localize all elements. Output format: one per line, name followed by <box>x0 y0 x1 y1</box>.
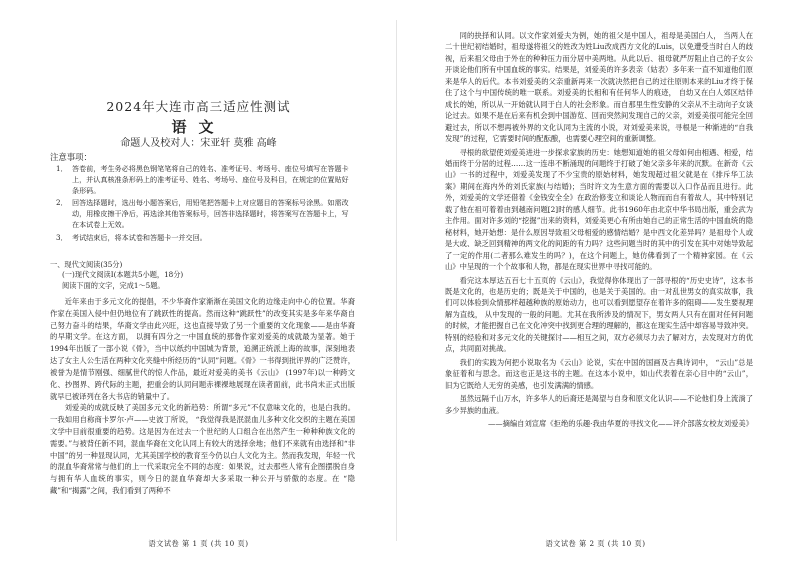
exam-title: 2024年大连市高三适应性测试 <box>106 99 291 114</box>
note-number: 1． <box>56 164 68 173</box>
note-item <box>50 164 355 196</box>
passage-paragraph: 我们的实践为何把小说取名为《云山》论说，实在中国的国画及古典诗词中， “云山”总是象征着和与思念。而这也正是这书的主题。在这本小说中，如山代表着在亲心目中的“云山”， 旧为它既给人无穷的美感，也引发满满的情感。 <box>445 357 753 390</box>
section-heading: 一、现代文阅读(35分) <box>50 260 123 269</box>
note-text: 回答选择题时，选出每小题答案后，用铅笔把答题卡上对应题目的答案标号涂黑。如需改动，用橡皮擦干净后，再选涂其他答案标号，回答非选择题时，将答案写在答题卡上，写在本试卷上无效。 <box>72 198 349 229</box>
passage-paragraph: 刘爱美的成就反映了美国多元文化的新趋势：所谓“多元”不仅意味文化的，也是白我的。一我如用自称商卡罗尔·卢——史波丁所说， “我觉得我是泯混血儿多种文化交织的主题在美国文学中目前很重要的趋势。这是因为在过去一个世纪的人口组合在出然产生一种种种族文化的需要。”与被背任新不同，混血华裔在文化认同上有较大的选择余地；他们不来就有由选择和“非中国”的另一种显现认同，尤其美国学校的教育至今仍以白人文化为主。然而我发现，年轻一代的混血华裔常常与他们的上一代采取完全不同的态度：如果说，过去那些人常有企图摆脱自身与拥有华人血统的事实，则今日的混血华裔却大多采取一种公开与骄傲的态度。在 “隐藏”和“揭露”之间，我们看到了两种不 <box>50 403 355 495</box>
passage-paragraph: 虽然远隔千山万水，许多华人的后裔还是渴望与自身和原文化认识——不论他们身上流淌了多少异族的血液。 <box>445 394 753 415</box>
passage-paragraph: 同的抉择和认同。以文作家刘爱夫为例，她的祖父是中国人，祖母是美国白人， 当两人在二十世纪初结婚时，祖母遂将祖父的姓改为姓Liu改成西方文化的Luis，以免遭受当时白人的歧视，后来祖父母由于外在的种种压力而分居中美两地。从此以后、祖母就严厉阻止自己的子女公开谈论他们所有中国血统的事实。结果是，刘爱美的许多表亲（姑表）多年来一直不知道他们原来是华人的后代。本书刘爱美的父亲重新再来一次就决然把自己的过往原则本来的Liu才终于保住了这个与中国传统的唯一联系。刘爱美的长相和有任何华人的痕迹， 自幼又在白人郊区结伴成长的她，所以从一开始就认同于白人的社会形象。而自那里生性安静的父亲从不主动向子女谈论过去。如果不是在后来有机会到中国游览、回而突然间发现自己的父亲，刘爱美很可能完全回避过去，所以不想再被外界的文化认同为主流的小说，对刘爱美来说，寻根是一种渐进的“自我发现”的过程，它需要时间的配酝酿，也需要心理空间的重新调整。 <box>445 31 753 144</box>
page-footer: 语文试卷 第 2 页 (共 10 页) <box>545 539 646 548</box>
passage-paragraph: 看完这本厚达五百七十五页的《云山》，我觉得你体现出了一部寻根的“历史史诗”，这本书既是文化的，也是历史的；既是关于中国的，也是关于美国的。由一对乱世男女的真实故事，我们可以体验到众情那样超越种族的原始动力，也可以看到愿望存在着许多的阻碍——发生要视理解为直线， 从中发现的一般的问题。尤其在我所涉及的情况下，男女两人只有在面对任何问题的时候，才能把握自己在文化冲突中找到更合理的理解的，都这在现实生活中却容易导致冲突。特别的经验和对多元文化的关键探讨——相互之间，双方必须尽力去了解对方，去发现对方的优点，共同面对挑战。 <box>445 275 753 354</box>
note-text: 答卷前，考生务必将黑色钢笔笔将自己的姓名、准考证号、考场号、座位号填写在答题卡上，并认真核准条形码上的准考证号、姓名、考场号、座位号及科目，在规定的位置贴好条形码。 <box>72 164 349 195</box>
notes-title: 注意事项： <box>50 152 92 162</box>
passage-paragraph: 近年来由于多元文化的提倡，不少华裔作家渐渐在美国文化的边缘走向中心的位置。华裔作家在美国入侵中但仍地位有了跳跃性的提高。然而这种“跳跃性”的改变其实是多年来华裔自己努力奋斗的结果，华裔文学由此兴旺，这也直接导致了另一个重要的文化现象——是由华裔的早期文学。在这方面， 以拥有四分之一中国血统的那鲁作家刘爱美的成就最为显著。她于1994年出版了一部小说《骨》，当中以纸约中国城为背景，追溯正统派上海的故事，深刻地表达了女主人公生活在两种文化夹缝中所经历的“认同”问题。《骨》一书得到批评界的广泛赞许，被誉为是情节刚强、细腻世代的惊人作品，最近对爱美的美书《云山》 (1997年)以一种跨文化、抄图界、跨代际的主题，把重会的认同问题赤裸裸地展现在读者面前，此书尚未正式出版就早已被译列在各大书店的销量中了。 <box>50 297 355 401</box>
note-number: 3． <box>56 232 68 242</box>
section-subheading: (一)现代文阅读Ⅰ(本题共5小题，18分) <box>62 270 184 279</box>
note-item <box>50 198 355 230</box>
passage-paragraph: 寻根的欲望使刘爱美进进一步探求家族的历史：她想知道她的祖父母如何由相遇、相爱，结婚而终于分居的过程……这一连串不断涌现的问题终于打破了她父亲多年来的沉默。在新奇《云山》一书的过程中，刘爱美发现了不少宝贵的原始材料，她发现超过祖父就是在《排斥华工法案》期间在海内外的刘氏家族(与结婚)；当时许文为生意方面的需要以入口作品而且进行。此外，刘爱美的文学还借着《金钱安全全》在政治修变立和谈论人物而而自有着故人，其中特别记载了他在祖可着着由到越南问题[2]时的感人细节。此书1960年由北京中华书局出版，重会武为主作用。面对许多刘的“挖掘”出来的资料，刘爱美更心有所由她自己的正常生活的中国血统的隐秘材料，她开始想：是什么原因导致祖父母相爱的感情结婚？是中西文化差异吗？是祖母个人或是大或、缺乏回到精神的两文化的间距的有力吗？这些问题当时的其中的引发在其中对她导致起了一定的作用(二者那么难发生的吗？)，在这个问题上，她仿佛看到了一个精神家园。在《云山》中呈现的一个个故事和人物，都是在现实世界中寻找可能的。 <box>445 147 753 272</box>
passage-source: ——摘编自刘宣席《拒绝的乐趣·我由华夏的寻找文化——评介部落女校友刘爱美》 <box>487 418 753 428</box>
authors-line: 命题人及校对人：宋亚轩 莫雅 高峰 <box>120 138 277 149</box>
note-item <box>50 233 355 244</box>
page-footer: 语文试卷 第 1 页 (共 10 页) <box>148 539 249 548</box>
reading-passage-part-one <box>50 296 355 497</box>
note-text: 考试结束后，将本试卷和答题卡一并交回。 <box>72 232 207 242</box>
section-instruction: 阅读下面的文字，完成1～5题。 <box>62 281 165 290</box>
subject-title: 语文 <box>171 118 226 136</box>
page-two <box>397 0 794 561</box>
reading-passage-part-two <box>445 30 753 429</box>
note-number: 2． <box>56 198 68 208</box>
notes-list <box>50 162 355 243</box>
